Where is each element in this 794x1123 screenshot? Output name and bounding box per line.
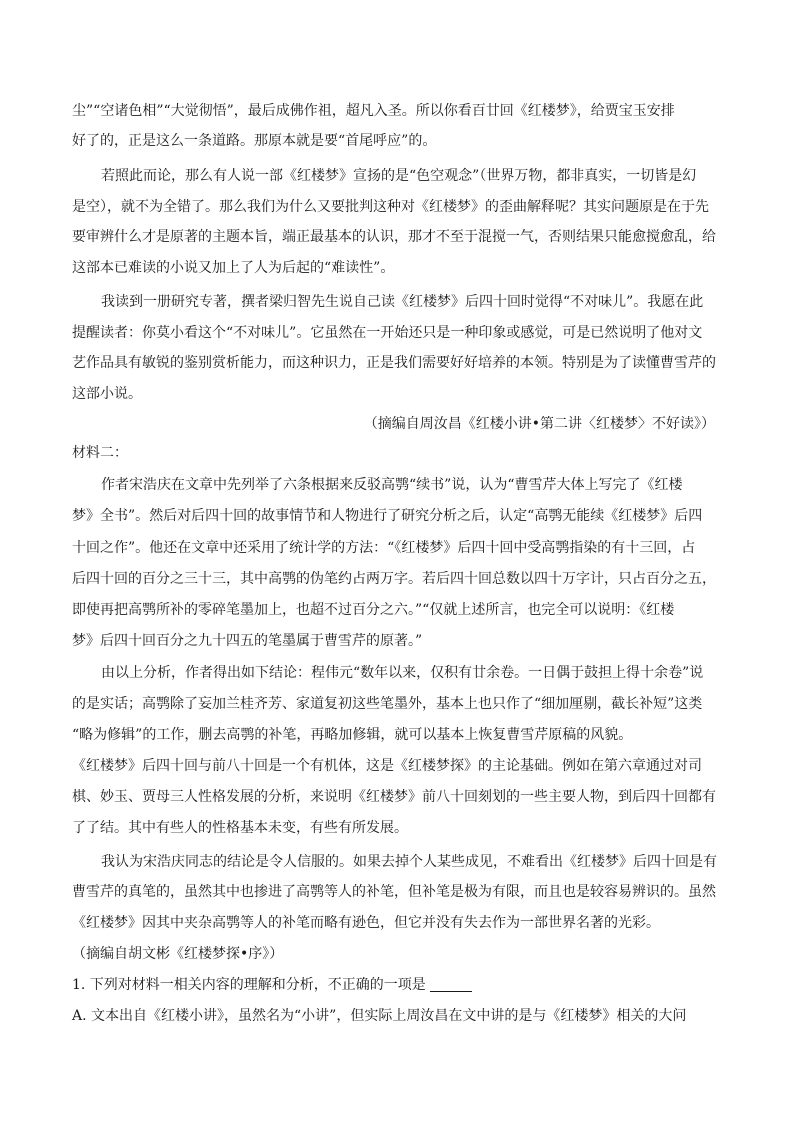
text-line: 我读到一册研究专著，撰者梁归智先生说自己读《红楼梦》后四十回时觉得“不对味儿”。我愿在此 bbox=[101, 294, 704, 310]
question-stem bbox=[72, 975, 472, 995]
text-line: 的是实话；高鹗除了妄加兰桂齐芳、家道复初这些笔墨外，基本上也只作了“细加厘剔，截长补短”这类 bbox=[72, 696, 703, 712]
text-line: 我认为宋浩庆同志的结论是令人信服的。如果去掉个人某些成见，不难看出《红楼梦》后四十回是有 bbox=[101, 854, 717, 870]
option-a: A. 文本出自《红楼小讲》，虽然名为“小讲”，但实际上周汝昌在文中讲的是与《红楼梦》相关的大问 bbox=[72, 1008, 687, 1024]
text-line: 好了的，正是这么一条道路。那原本就是要“首尾呼应”的。 bbox=[72, 133, 437, 149]
text-line: 提醒读者：你莫小看这个“不对味儿”。它虽然在一开始还只是一种印象或感觉，可是已然说明了他对文 bbox=[72, 325, 703, 341]
text-line: 《红楼梦》因其中夹杂高鹗等人的补笔而略有逊色，但它并没有失去作为一部世界名著的光彩。 bbox=[72, 915, 660, 931]
text-line: 艺作品具有敏锐的鉴别赏析能力，而这种识力，正是我们需要好好培养的本领。特别是为了读懂曹雪芹的 bbox=[72, 355, 716, 371]
text-line: 后四十回的百分之三十三，其中高鹗的伪笔约占两万字。若后四十回总数以四十万字计，只占百分之五， bbox=[72, 571, 716, 587]
text-line: 《红楼梦》后四十回与前八十回是一个有机体，这是《红楼梦探》的主论基础。例如在第六章通过对司 bbox=[72, 758, 702, 774]
text-line: 梦》全书”。然后对后四十回的故事情节和人物进行了研究分析之后，认定“高鹗无能续《红楼梦》后四 bbox=[72, 508, 703, 524]
text-line: 要审辨什么才是原著的主题本旨，端正最基本的认识，那才不至于混搅一气，否则结果只能愈搅愈乱，给 bbox=[72, 229, 716, 245]
text-line: 棋、妙玉、贾母三人性格发展的分析，来说明《红楼梦》前八十回刻划的一些主要人物，到后四十回都有 bbox=[72, 789, 716, 805]
text-line: 了了结。其中有些人的性格基本未变，有些有所发展。 bbox=[72, 820, 408, 836]
text-line: 是空），就不为全错了。那么我们为什么又要批判这种对《红楼梦》的歪曲解释呢？其实问题原是在于先 bbox=[72, 199, 709, 215]
text-line: 梦》后四十回百分之九十四五的笔墨属于曹雪芹的原著。” bbox=[72, 633, 423, 649]
text-line: 若照此而论，那么有人说一部《红楼梦》宣扬的是“色空观念”（世界万物，都非真实，一切皆是幻 bbox=[101, 168, 697, 184]
section-heading: 材料二： bbox=[72, 445, 128, 461]
text-line: 即使再把高鹗所补的零碎笔墨加上，也超不过百分之六。”“仅就上述所言，也完全可以说明：《红楼 bbox=[72, 602, 675, 618]
text-line: 作者宋浩庆在文章中先列举了六条根据来反驳高鹗“续书”说，认为“曹雪芹大体上写完了《红楼 bbox=[101, 477, 683, 493]
text-line: 十回之作”。他还在文章中还采用了统计学的方法：“《红楼梦》后四十回中受高鹗指染的有十三回，占 bbox=[72, 540, 696, 556]
text-line: 这部本已难读的小说又加上了人为后起的“难读性”。 bbox=[72, 260, 395, 276]
answer-blank[interactable] bbox=[430, 977, 472, 992]
source-citation: （摘编自胡文彬《红楼梦探•序》） bbox=[72, 946, 284, 962]
source-citation: （摘编自周汝昌《红楼小讲•第二讲〈红楼梦〉不好读》） bbox=[363, 416, 715, 432]
question-text: 1. 下列对材料一相关内容的理解和分析，不正确的一项是 bbox=[72, 977, 431, 993]
text-line: 曹雪芹的真笔的，虽然其中也掺进了高鹗等人的补笔，但补笔是极为有限，而且也是较容易辨识的。虽然 bbox=[72, 884, 716, 900]
text-line: “略为修辑”的工作，删去高鹗的补笔，再略加修辑，就可以基本上恢复曹雪芹原稿的风貌。 bbox=[72, 727, 633, 743]
text-line: 尘”“空诸色相”“大觉彻悟”，最后成佛作祖，超凡入圣。所以你看百廿回《红楼梦》，给贾宝玉安排 bbox=[72, 103, 675, 119]
text-line: 这部小说。 bbox=[72, 386, 142, 402]
text-line: 由以上分析，作者得出如下结论：程伟元“数年以来，仅积有廿余卷。一日偶于鼓担上得十余卷”说 bbox=[101, 665, 704, 681]
